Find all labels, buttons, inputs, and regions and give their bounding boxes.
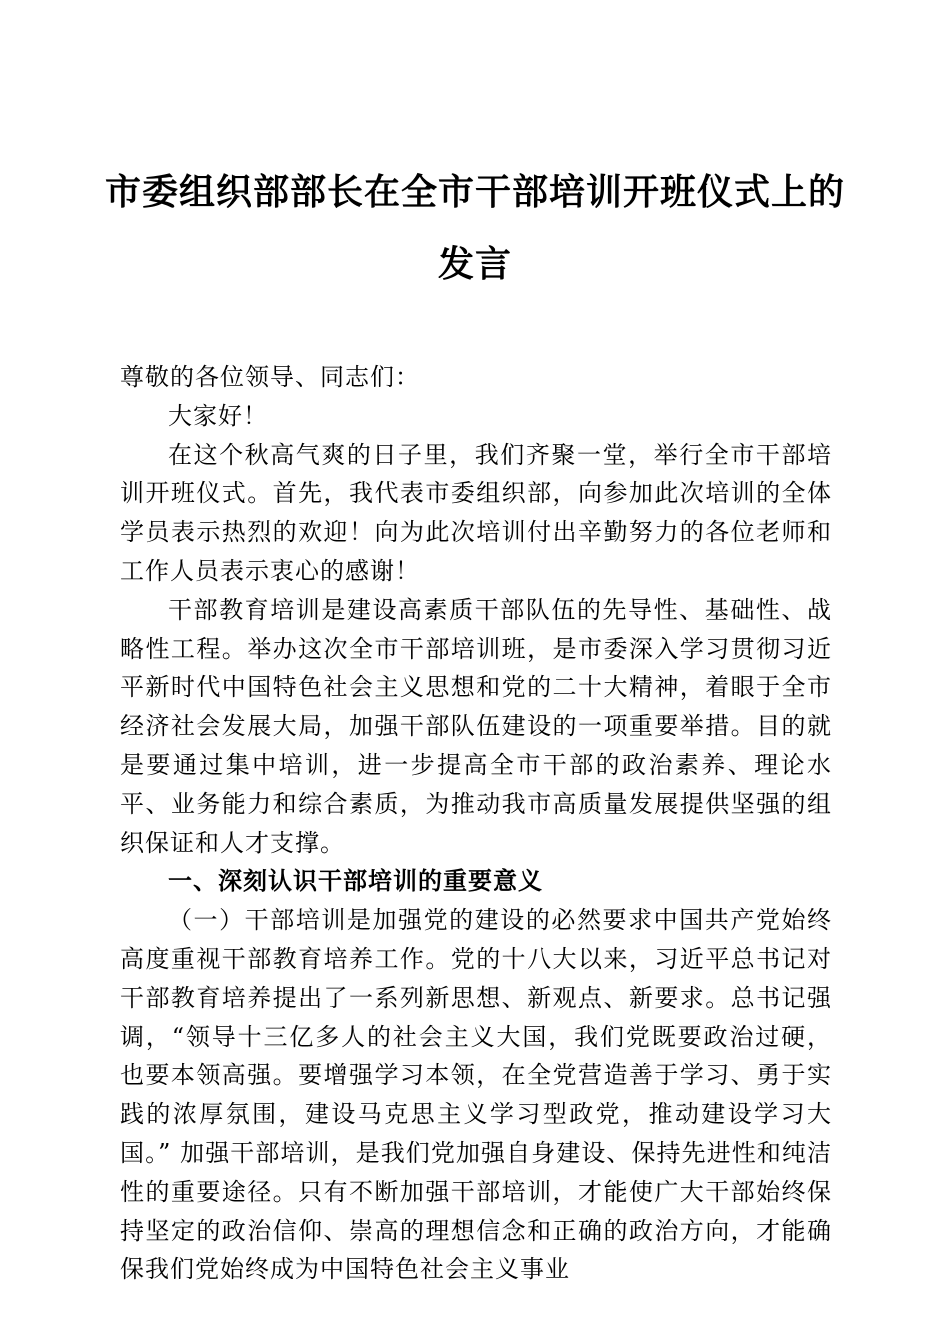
paragraph-opening: 在这个秋高气爽的日子里，我们齐聚一堂，举行全市干部培训开班仪式。首先，我代表市委组织部，向参加此次培训的全体学员表示热烈的欢迎！向为此次培训付出辛勤努力的各位老师和工作人员表示衷心的感谢！: [120, 440, 832, 585]
document-title-line-2: 发言: [437, 243, 512, 285]
document-body: [120, 358, 832, 1289]
paragraph-significance: 干部教育培训是建设高素质干部队伍的先导性、基础性、战略性工程。举办这次全市干部培训班，是市委深入学习贯彻习近平新时代中国特色社会主义思想和党的二十大精神，着眼于全市经济社会发展大局，加强干部队伍建设的一项重要举措。目的就是要通过集中培训，进一步提高全市干部的政治素养、理论水平、业务能力和综合素质，为推动我市高质量发展提供坚强的组织保证和人才支撑。: [120, 595, 832, 857]
document-title-line-1: 市委组织部部长在全市干部培训开班仪式上的: [104, 171, 845, 213]
salutation: 尊敬的各位领导、同志们：: [120, 363, 420, 391]
section-heading-1: 一、深刻认识干部培训的重要意义: [168, 867, 543, 896]
subsection-paragraph-1: （一）干部培训是加强党的建设的必然要求中国共产党始终高度重视干部教育培养工作。党的十八大以来，习近平总书记对干部教育培养提出了一系列新思想、新观点、新要求。总书记强调，“领导十三亿多人的社会主义大国，我们党既要政治过硬，也要本领高强。要增强学习本领，在全党营造善于学习、勇于实践的浓厚氛围，建设马克思主义学习型政党，推动建设学习大国。” 加强干部培训，是我们党加强自身建设、保持先进性和纯洁性的重要途径。只有不断加强干部培训，才能使广大干部始终保持坚定的政治信仰、崇高的理想信念和正确的政治方向，才能确保我们党始终成为中国特色社会主义事业: [120, 906, 832, 1284]
greeting: 大家好！: [168, 401, 268, 430]
